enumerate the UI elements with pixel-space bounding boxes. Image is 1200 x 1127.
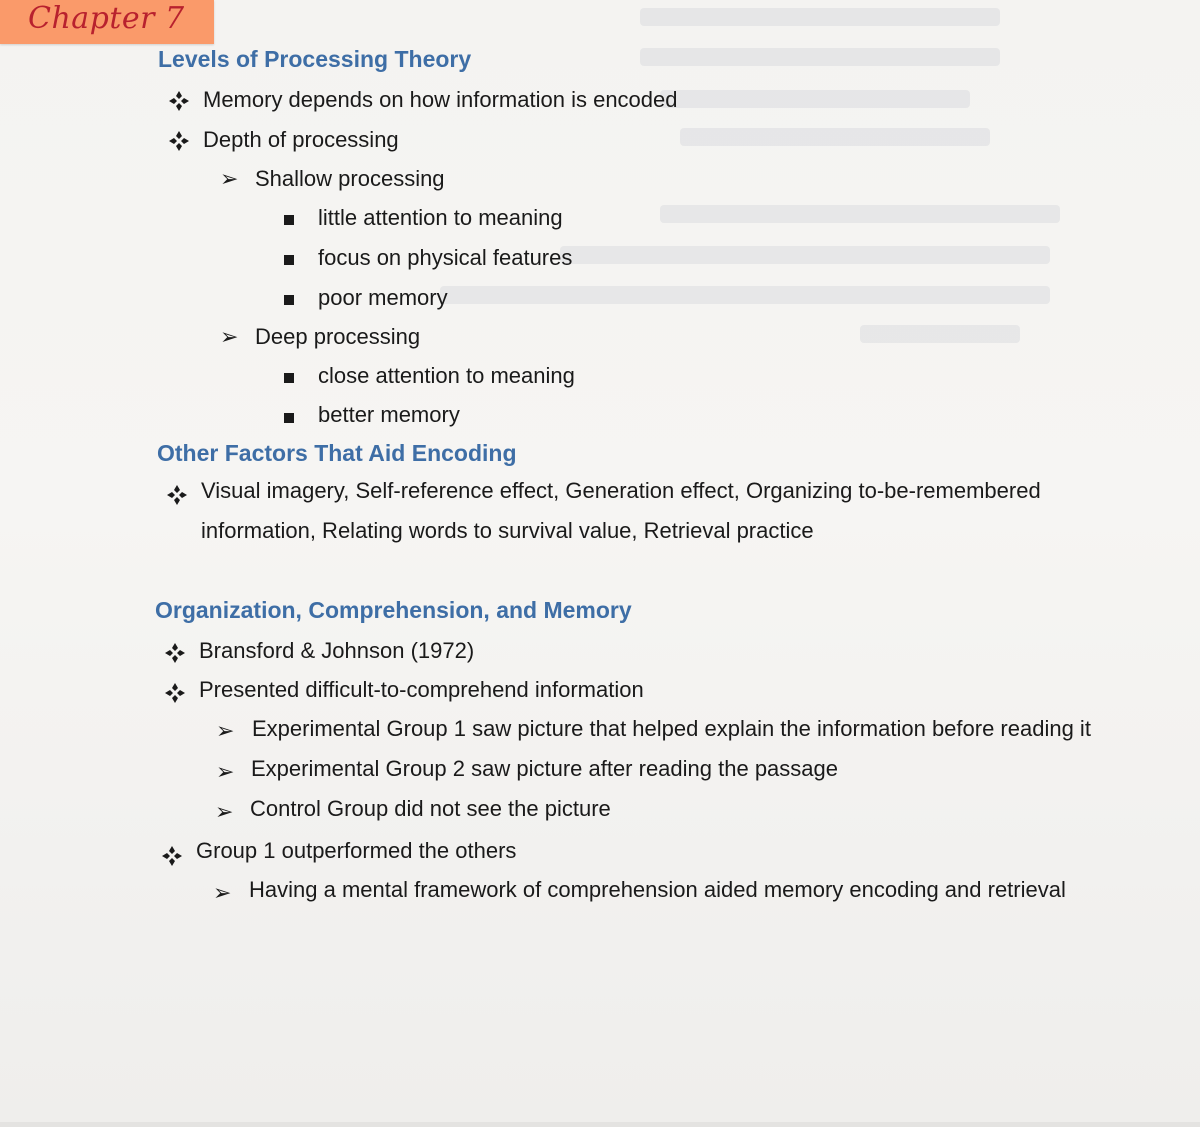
chapter-tab [0,0,214,44]
bleed-through-shading [680,128,990,146]
other-factors-line-2: information, Relating words to survival value, Retrieval practice [201,518,814,543]
deep-item: close attention to meaning [318,363,575,388]
diamond-bullet-icon [161,845,183,867]
sub-shallow: Shallow processing [255,166,445,191]
arrow-bullet-icon: ➢ [216,759,235,784]
bullet-encoding: Memory depends on how information is encoded [203,87,678,112]
square-bullet-icon [284,413,294,423]
bleed-through-shading [660,205,1060,223]
arrow-bullet-icon: ➢ [216,718,235,743]
diamond-bullet-icon [168,90,190,112]
shallow-item: poor memory [318,285,448,310]
diamond-bullet-icon [166,484,188,506]
shallow-item: focus on physical features [318,245,573,270]
heading-other-factors: Other Factors That Aid Encoding [157,440,517,466]
square-bullet-icon [284,373,294,383]
other-factors-line-1: Visual imagery, Self-reference effect, Generation effect, Organizing to-be-remembered [201,478,1041,503]
bullet-depth: Depth of processing [203,127,399,152]
bleed-through-shading [660,90,970,108]
group-item: Experimental Group 1 saw picture that helped explain the information before reading it [252,716,1091,741]
heading-organization: Organization, Comprehension, and Memory [155,597,632,623]
diamond-bullet-icon [164,682,186,704]
bleed-through-shading [860,325,1020,343]
arrow-bullet-icon: ➢ [220,324,239,349]
bleed-through-shading [560,246,1050,264]
bleed-through-shading [440,286,1050,304]
arrow-bullet-icon: ➢ [220,166,239,191]
group-item: Experimental Group 2 saw picture after reading the passage [251,756,838,781]
arrow-bullet-icon: ➢ [213,880,232,905]
heading-levels-of-processing: Levels of Processing Theory [158,46,472,72]
bullet-presented: Presented difficult-to-comprehend information [199,677,644,702]
diamond-bullet-icon [168,130,190,152]
square-bullet-icon [284,255,294,265]
square-bullet-icon [284,295,294,305]
bullet-bransford: Bransford & Johnson (1972) [199,638,475,663]
bleed-through-shading [640,8,1000,26]
arrow-bullet-icon: ➢ [215,799,234,824]
conclusion: Having a mental framework of comprehension aided memory encoding and retrieval [249,877,1066,902]
bullet-result: Group 1 outperformed the others [196,838,517,863]
page-bottom-edge [0,1122,1200,1127]
sub-deep: Deep processing [255,324,421,349]
diamond-bullet-icon [164,642,186,664]
bleed-through-shading [640,48,1000,66]
group-item: Control Group did not see the picture [250,796,611,821]
shallow-item: little attention to meaning [318,205,563,230]
chapter-label: Chapter 7 [28,1,185,36]
square-bullet-icon [284,215,294,225]
deep-item: better memory [318,402,460,427]
